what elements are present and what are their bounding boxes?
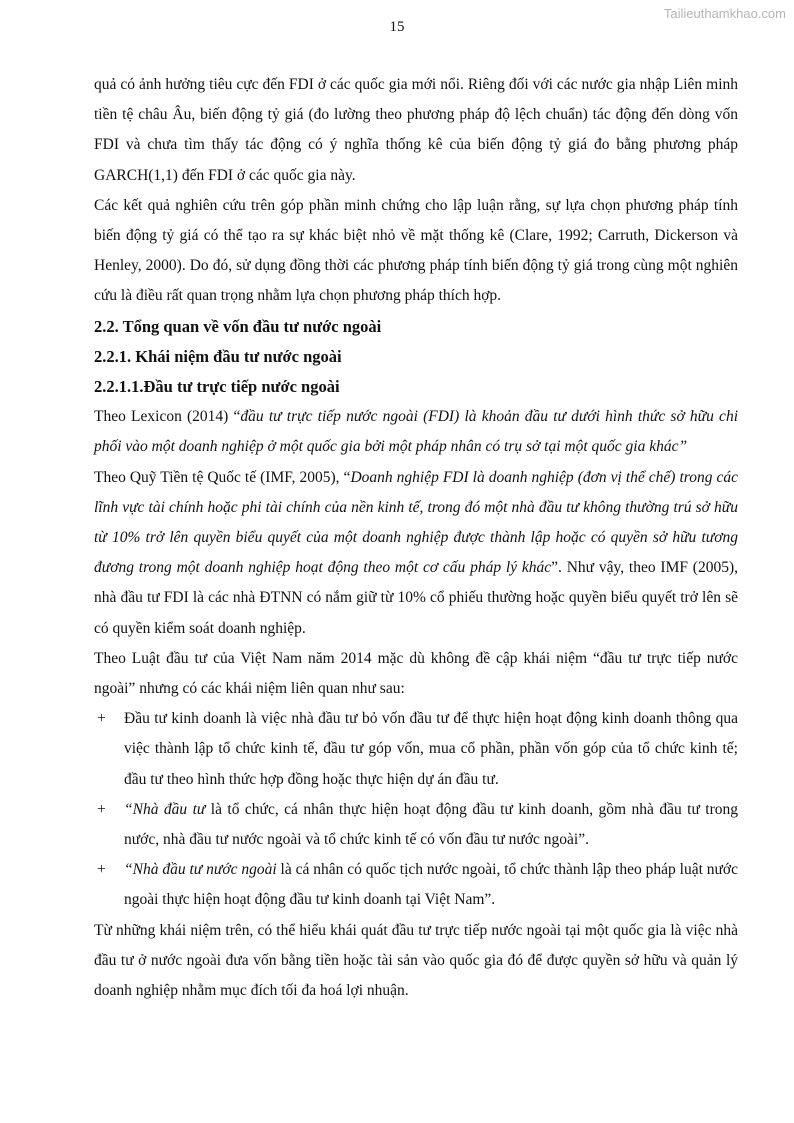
bullet-text: Đầu tư kinh doanh là việc nhà đầu tư bỏ vốn đầu tư để thực hiện hoạt động kinh doanh thông qua việc thành lập tổ chức kinh tế, đầu tư góp vốn, mua cổ phần, phần vốn góp của tổ chức kinh tế; đầu tư theo hình thức hợp đồng hoặc thực hiện dự án đầu tư. xyxy=(124,710,738,788)
watermark: Tailieuthamkhao.com xyxy=(663,6,786,21)
bullet-item xyxy=(94,795,738,855)
bullet-text: là cá nhân có quốc tịch nước ngoài, tổ chức thành lập theo pháp luật nước ngoài thực hiện hoạt động đầu tư kinh doanh tại Việt Nam”. xyxy=(124,861,738,909)
paragraph-law-intro: Theo Luật đầu tư của Việt Nam năm 2014 mặc dù không đề cập khái niệm “đầu tư trực tiếp nước ngoài” nhưng có các khái niệm liên quan như sau: xyxy=(94,649,738,698)
bullet-term: “Nhà đầu tư nước ngoài xyxy=(124,861,277,879)
document-body xyxy=(94,70,738,1006)
paragraph-conclusion: Từ những khái niệm trên, có thể hiểu khái quát đầu tư trực tiếp nước ngoài tại một quốc gia là việc nhà đầu tư ở nước ngoài đưa vốn bằng tiền hoặc tài sản vào quốc gia đó để được quyền sở hữu và quản lý doanh nghiệp nhằm mục đích tối đa hoá lợi nhuận. xyxy=(94,921,738,1000)
imf-tail: ”. Như vậy, theo IMF (2005), nhà đầu tư FDI là các nhà ĐTNN có nắm giữ từ 10% cổ phiếu thường hoặc quyền biểu quyết trở lên sẽ có quyền kiểm soát doanh nghiệp. xyxy=(94,559,738,637)
paragraph-results: Các kết quả nghiên cứu trên góp phần minh chứng cho lập luận rằng, sự lựa chọn phương pháp tính biến động tỷ giá có thể tạo ra sự khác biệt nhỏ về mặt thống kê (Clare, 1992; Carruth, Dickerson và Henley, 2000). Do đó, sử dụng đồng thời các phương pháp tính biến động tỷ giá trong cùng một nghiên cứu là điều rất quan trọng nhằm lựa chọn phương pháp thích hợp. xyxy=(94,196,738,305)
heading-2-2: 2.2. Tổng quan về vốn đầu tư nước ngoài xyxy=(94,316,382,336)
lexicon-quote: đầu tư trực tiếp nước ngoài (FDI) là khoản đầu tư dưới hình thức sở hữu chi phối vào một doanh nghiệp ở một quốc gia bởi một pháp nhân có trụ sở tại một quốc gia khác” xyxy=(94,408,738,456)
bullet-term: “Nhà đầu tư xyxy=(124,800,206,818)
bullet-item xyxy=(94,704,738,795)
lexicon-lead: Theo Lexicon (2014) “ xyxy=(94,408,241,426)
paragraph-intro: quả có ảnh hưởng tiêu cực đến FDI ở các quốc gia mới nổi. Riêng đối với các nước gia nhập Liên minh tiền tệ châu Âu, biến động tỷ giá (đo lường theo phương pháp độ lệch chuẩn) tác động đến dòng vốn FDI và chưa tìm thấy tác động có ý nghĩa thống kê của biến động tỷ giá đo bằng phương pháp GARCH(1,1) đến FDI ở các quốc gia này. xyxy=(94,76,738,184)
page-number: 15 xyxy=(389,19,405,35)
paragraph-lexicon xyxy=(94,402,738,462)
imf-lead: Theo Quỹ Tiền tệ Quốc tế (IMF, 2005), “ xyxy=(94,468,351,486)
heading-2-2-1: 2.2.1. Khái niệm đầu tư nước ngoài xyxy=(94,346,342,366)
bullet-mark: + xyxy=(97,710,106,728)
bullet-mark: + xyxy=(97,800,106,818)
paragraph-imf xyxy=(94,463,738,644)
imf-quote: Doanh nghiệp FDI là doanh nghiệp (đơn vị thể chế) trong các lĩnh vực tài chính hoặc phi tài chính của nền kinh tế, trong đó một nhà đầu tư không thường trú sở hữu từ 10% trở lên quyền biểu quyết của một doanh nghiệp được thành lập hoặc có quyền sở hữu tương đương trong một doanh nghiệp hoạt động theo một cơ cấu pháp lý khác xyxy=(94,468,738,577)
bullet-text: là tổ chức, cá nhân thực hiện hoạt động đầu tư kinh doanh, gồm nhà đầu tư trong nước, nhà đầu tư nước ngoài và tổ chức kinh tế có vốn đầu tư nước ngoài”. xyxy=(124,800,738,849)
bullet-mark: + xyxy=(97,861,106,879)
heading-2-2-1-1: 2.2.1.1.Đầu tư trực tiếp nước ngoài xyxy=(94,377,340,397)
bullet-item xyxy=(94,855,738,915)
